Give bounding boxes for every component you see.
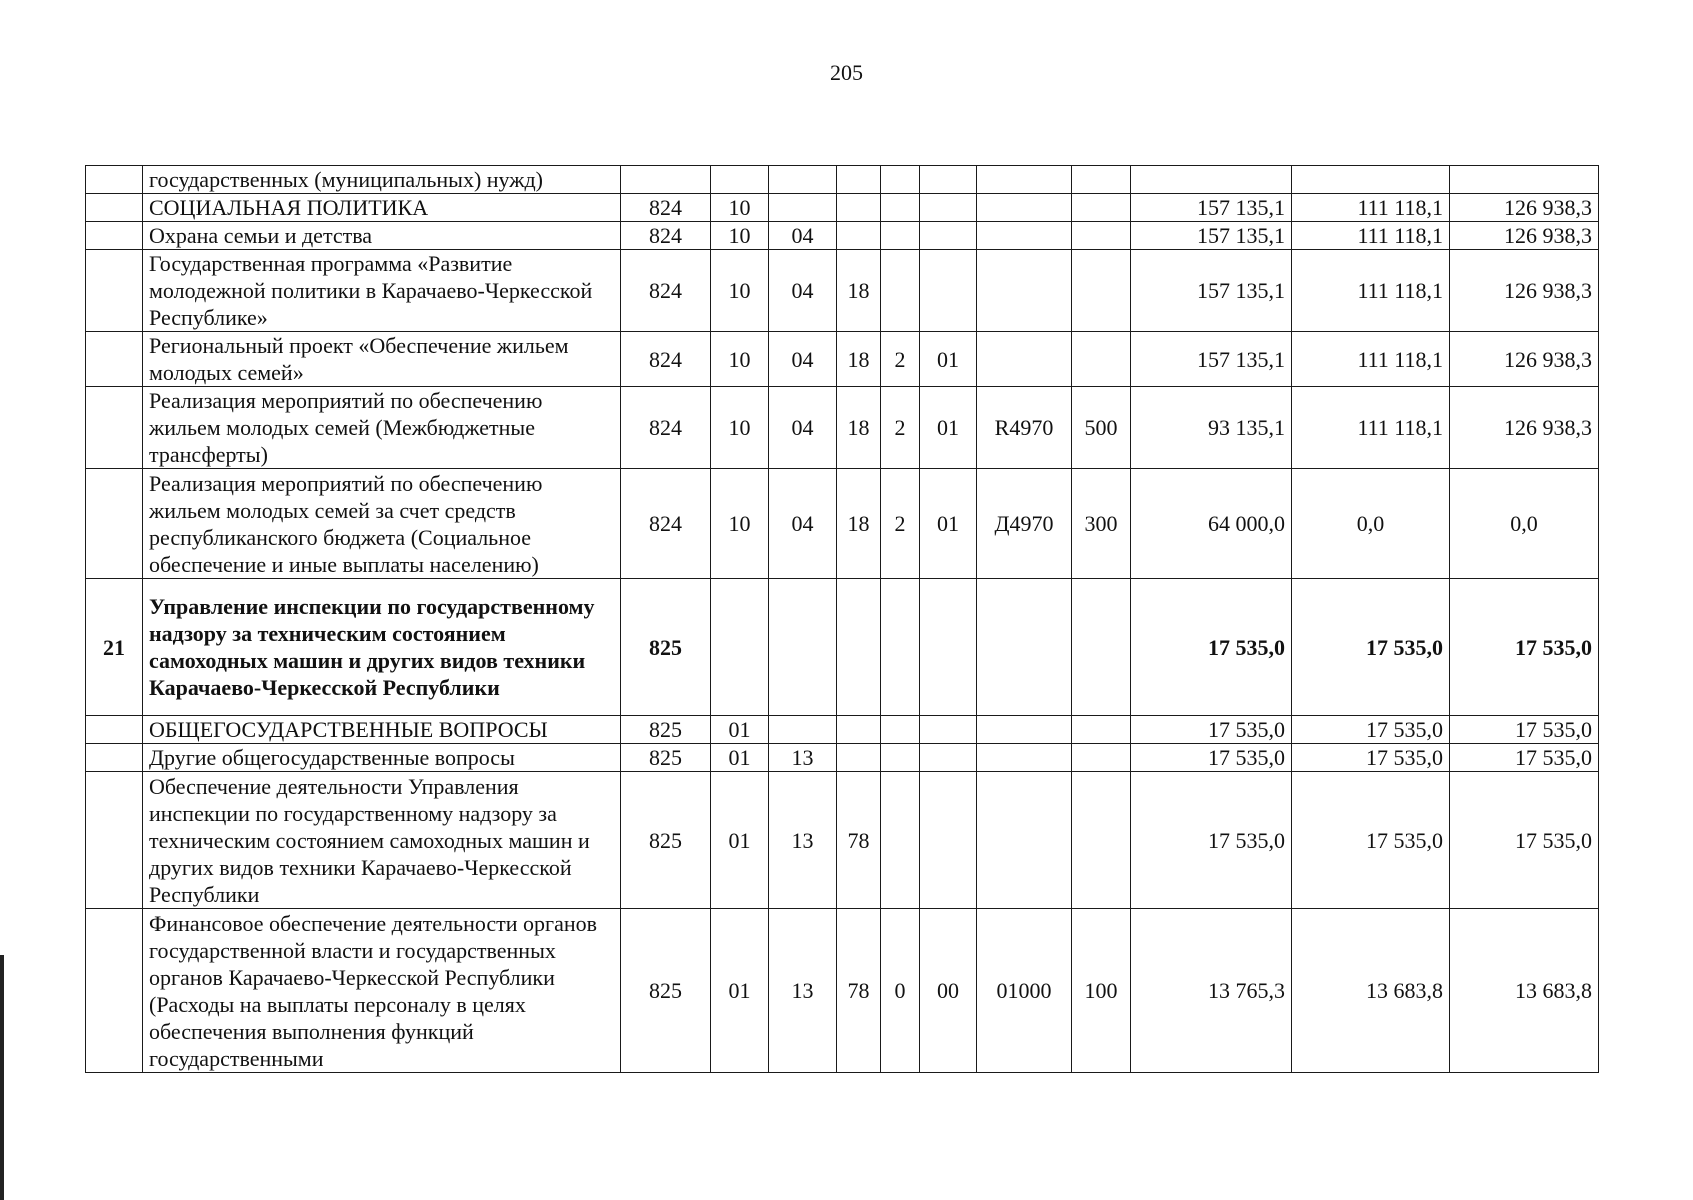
cell-no	[86, 909, 143, 1073]
cell-y1: 157 135,1	[1131, 250, 1292, 332]
cell-napr	[977, 166, 1072, 194]
cell-ved: 824	[621, 387, 711, 469]
cell-y2: 111 118,1	[1292, 332, 1450, 387]
cell-vr	[1072, 222, 1131, 250]
cell-osn	[920, 716, 977, 744]
cell-name: Финансовое обеспечение деятельности органов государственной власти и государственных органов Карачаево-Черкесской Республики (Расходы на выплаты персоналу в целях обеспечения выполнения функций государственными	[143, 909, 621, 1073]
cell-no	[86, 332, 143, 387]
cell-y1	[1131, 166, 1292, 194]
cell-vr	[1072, 250, 1131, 332]
cell-ved: 824	[621, 469, 711, 579]
table-row	[86, 166, 1599, 194]
cell-napr	[977, 744, 1072, 772]
cell-y1: 17 535,0	[1131, 772, 1292, 909]
cell-rz: 10	[711, 222, 769, 250]
cell-pr: 13	[769, 909, 837, 1073]
cell-no	[86, 194, 143, 222]
table-row	[86, 222, 1599, 250]
cell-sub: 2	[881, 387, 920, 469]
cell-y2: 13 683,8	[1292, 909, 1450, 1073]
cell-y3: 13 683,8	[1450, 909, 1599, 1073]
cell-y3: 126 938,3	[1450, 387, 1599, 469]
cell-ved: 825	[621, 909, 711, 1073]
cell-rz: 10	[711, 469, 769, 579]
budget-table	[85, 165, 1599, 1073]
cell-osn	[920, 772, 977, 909]
cell-osn: 00	[920, 909, 977, 1073]
cell-pr	[769, 579, 837, 716]
cell-prog	[837, 579, 881, 716]
cell-name: Реализация мероприятий по обеспечению жильем молодых семей за счет средств республиканского бюджета (Социальное обеспечение и иные выплаты населению)	[143, 469, 621, 579]
cell-ved	[621, 166, 711, 194]
cell-y2: 0,0	[1292, 469, 1450, 579]
cell-prog	[837, 166, 881, 194]
cell-rz: 10	[711, 250, 769, 332]
cell-y3: 17 535,0	[1450, 716, 1599, 744]
cell-rz: 01	[711, 909, 769, 1073]
cell-y1: 17 535,0	[1131, 744, 1292, 772]
cell-sub	[881, 166, 920, 194]
cell-name: ОБЩЕГОСУДАРСТВЕННЫЕ ВОПРОСЫ	[143, 716, 621, 744]
cell-vr	[1072, 772, 1131, 909]
cell-sub	[881, 772, 920, 909]
table-row	[86, 744, 1599, 772]
cell-y3	[1450, 166, 1599, 194]
cell-osn: 01	[920, 469, 977, 579]
cell-pr: 04	[769, 387, 837, 469]
table-row	[86, 772, 1599, 909]
cell-napr: Д4970	[977, 469, 1072, 579]
cell-y1: 157 135,1	[1131, 194, 1292, 222]
cell-y2: 111 118,1	[1292, 194, 1450, 222]
cell-rz: 10	[711, 194, 769, 222]
cell-no	[86, 716, 143, 744]
cell-name: Региональный проект «Обеспечение жильем молодых семей»	[143, 332, 621, 387]
cell-y2: 17 535,0	[1292, 744, 1450, 772]
cell-sub: 2	[881, 469, 920, 579]
table-row	[86, 387, 1599, 469]
cell-y2: 17 535,0	[1292, 716, 1450, 744]
cell-napr	[977, 250, 1072, 332]
cell-y2: 111 118,1	[1292, 387, 1450, 469]
cell-vr: 100	[1072, 909, 1131, 1073]
cell-no	[86, 250, 143, 332]
cell-vr	[1072, 579, 1131, 716]
cell-y1: 17 535,0	[1131, 716, 1292, 744]
cell-sub: 2	[881, 332, 920, 387]
cell-y2	[1292, 166, 1450, 194]
cell-osn	[920, 744, 977, 772]
cell-napr	[977, 194, 1072, 222]
table-row	[86, 194, 1599, 222]
cell-sub: 0	[881, 909, 920, 1073]
cell-osn	[920, 250, 977, 332]
cell-vr	[1072, 194, 1131, 222]
page-number: 205	[830, 60, 863, 85]
cell-y2: 111 118,1	[1292, 222, 1450, 250]
cell-prog	[837, 194, 881, 222]
cell-y2: 111 118,1	[1292, 250, 1450, 332]
cell-sub	[881, 222, 920, 250]
cell-ved: 825	[621, 772, 711, 909]
cell-pr	[769, 716, 837, 744]
cell-napr	[977, 772, 1072, 909]
table-row	[86, 909, 1599, 1073]
cell-sub	[881, 744, 920, 772]
cell-y1: 157 135,1	[1131, 332, 1292, 387]
cell-no	[86, 772, 143, 909]
cell-y3: 126 938,3	[1450, 332, 1599, 387]
cell-y3: 126 938,3	[1450, 250, 1599, 332]
cell-prog: 78	[837, 772, 881, 909]
cell-napr	[977, 332, 1072, 387]
cell-rz: 01	[711, 744, 769, 772]
cell-y3: 0,0	[1450, 469, 1599, 579]
cell-name: Управление инспекции по государственному надзору за техническим состоянием самоходных машин и других видов техники Карачаево-Черкесской Республики	[143, 579, 621, 716]
cell-no	[86, 222, 143, 250]
cell-prog	[837, 744, 881, 772]
cell-ved: 825	[621, 579, 711, 716]
table-body	[86, 166, 1599, 1073]
cell-osn: 01	[920, 332, 977, 387]
table-row	[86, 716, 1599, 744]
cell-sub	[881, 716, 920, 744]
cell-napr	[977, 716, 1072, 744]
cell-y1: 157 135,1	[1131, 222, 1292, 250]
cell-y1: 64 000,0	[1131, 469, 1292, 579]
cell-pr: 04	[769, 222, 837, 250]
cell-napr: R4970	[977, 387, 1072, 469]
cell-name: СОЦИАЛЬНАЯ ПОЛИТИКА	[143, 194, 621, 222]
cell-name: Реализация мероприятий по обеспечению жильем молодых семей (Межбюджетные трансферты)	[143, 387, 621, 469]
cell-vr	[1072, 744, 1131, 772]
cell-sub	[881, 194, 920, 222]
cell-osn	[920, 579, 977, 716]
cell-osn	[920, 194, 977, 222]
cell-ved: 824	[621, 222, 711, 250]
cell-y3: 126 938,3	[1450, 222, 1599, 250]
cell-y3: 17 535,0	[1450, 579, 1599, 716]
cell-osn	[920, 222, 977, 250]
cell-rz: 10	[711, 332, 769, 387]
cell-pr: 04	[769, 250, 837, 332]
cell-rz	[711, 579, 769, 716]
cell-sub	[881, 250, 920, 332]
cell-prog	[837, 716, 881, 744]
cell-name: Охрана семьи и детства	[143, 222, 621, 250]
cell-ved: 824	[621, 332, 711, 387]
cell-y3: 17 535,0	[1450, 772, 1599, 909]
cell-ved: 824	[621, 194, 711, 222]
cell-name: Обеспечение деятельности Управления инспекции по государственному надзору за техническим состоянием самоходных машин и других видов техники Карачаево-Черкесской Республики	[143, 772, 621, 909]
cell-y2: 17 535,0	[1292, 579, 1450, 716]
table-row	[86, 579, 1599, 716]
cell-y1: 17 535,0	[1131, 579, 1292, 716]
cell-vr	[1072, 716, 1131, 744]
cell-y1: 93 135,1	[1131, 387, 1292, 469]
cell-ved: 825	[621, 716, 711, 744]
cell-prog: 18	[837, 387, 881, 469]
cell-prog: 18	[837, 332, 881, 387]
cell-vr: 300	[1072, 469, 1131, 579]
cell-prog: 18	[837, 469, 881, 579]
cell-pr: 13	[769, 744, 837, 772]
cell-pr	[769, 194, 837, 222]
cell-rz: 01	[711, 716, 769, 744]
cell-rz: 01	[711, 772, 769, 909]
cell-ved: 825	[621, 744, 711, 772]
cell-no	[86, 387, 143, 469]
cell-ved: 824	[621, 250, 711, 332]
cell-no: 21	[86, 579, 143, 716]
cell-vr	[1072, 332, 1131, 387]
cell-prog	[837, 222, 881, 250]
cell-napr: 01000	[977, 909, 1072, 1073]
cell-name: Государственная программа «Развитие молодежной политики в Карачаево-Черкесской Республике»	[143, 250, 621, 332]
table-row	[86, 469, 1599, 579]
cell-pr: 04	[769, 469, 837, 579]
cell-prog: 18	[837, 250, 881, 332]
cell-osn	[920, 166, 977, 194]
cell-osn: 01	[920, 387, 977, 469]
cell-y3: 17 535,0	[1450, 744, 1599, 772]
cell-y2: 17 535,0	[1292, 772, 1450, 909]
cell-pr: 13	[769, 772, 837, 909]
cell-y1: 13 765,3	[1131, 909, 1292, 1073]
scan-edge	[0, 955, 4, 1200]
cell-rz	[711, 166, 769, 194]
cell-pr: 04	[769, 332, 837, 387]
cell-napr	[977, 579, 1072, 716]
cell-napr	[977, 222, 1072, 250]
cell-no	[86, 744, 143, 772]
cell-sub	[881, 579, 920, 716]
cell-name: Другие общегосударственные вопросы	[143, 744, 621, 772]
cell-no	[86, 469, 143, 579]
cell-prog: 78	[837, 909, 881, 1073]
cell-vr	[1072, 166, 1131, 194]
table-row	[86, 250, 1599, 332]
cell-rz: 10	[711, 387, 769, 469]
cell-vr: 500	[1072, 387, 1131, 469]
table-row	[86, 332, 1599, 387]
cell-name: государственных (муниципальных) нужд)	[143, 166, 621, 194]
cell-no	[86, 166, 143, 194]
cell-y3: 126 938,3	[1450, 194, 1599, 222]
cell-pr	[769, 166, 837, 194]
